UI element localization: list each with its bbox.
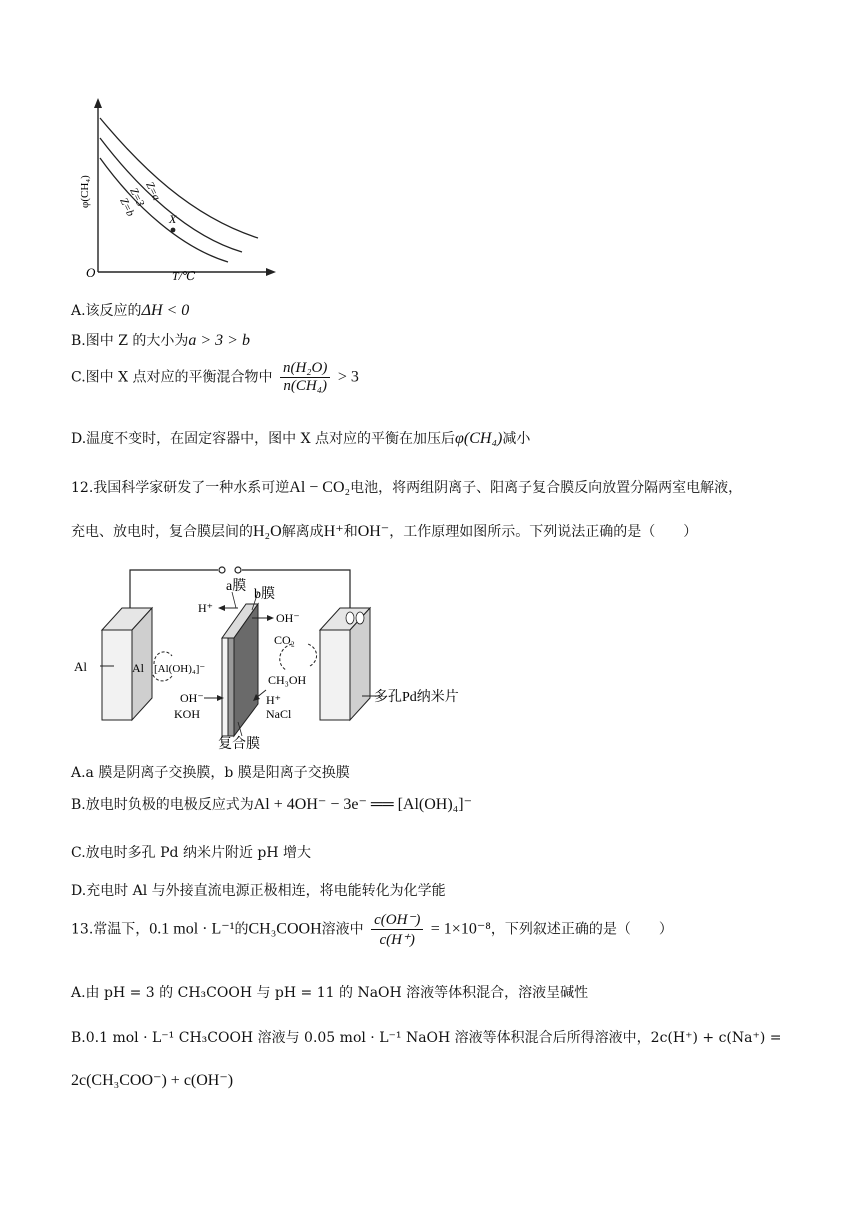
phi-ch4-temperature-graph [70, 96, 280, 286]
al-inner-label: Al [132, 661, 144, 675]
point-x-label: X [169, 212, 177, 226]
composite-membrane-label: 复合膜 [218, 737, 260, 752]
oh-minus-left-label: OH⁻ [180, 691, 204, 705]
q11-option-d: D.温度不变时，在固定容器中，图中 X 点对应的平衡在加压后φ(CH₄)减小 [71, 430, 531, 447]
h-plus-top-label: H⁺ [198, 601, 213, 615]
curve-label-z-b: Z=b [117, 196, 137, 219]
y-axis-label: φ(CH₄) [79, 175, 91, 208]
h-plus-right-label: H⁺ [266, 693, 281, 707]
q12-option-a: A.a 膜是阴离子交换膜，b 膜是阳离子交换膜 [71, 765, 350, 781]
q13-option-b-line1: B.0.1 mol · L⁻¹ CH₃COOH 溶液与 0.05 mol · L⁻¹ NaOH 溶液等体积混合后所得溶液中，2c(H⁺) + c(Na⁺) = [71, 1030, 782, 1046]
koh-label: KOH [174, 707, 200, 721]
q13-option-b-line2: 2c(CH₃COO⁻) + c(OH⁻) [71, 1072, 234, 1089]
nacl-label: NaCl [266, 707, 292, 721]
x-axis-label: T/℃ [172, 269, 196, 283]
al-co2-battery-diagram [70, 560, 490, 755]
co2-label: CO₂ [274, 633, 295, 647]
q11-option-c: C.图中 X 点对应的平衡混合物中 $\frac{\text{n(H₂O)}}{\text{n(CH₄)}}$ > 3 [71, 360, 359, 394]
b-membrane-label: b膜 [254, 587, 275, 602]
q12-stem-line1: 12.我国科学家研发了一种水系可逆Al − CO₂电池，将两组阴离子、阳离子复合膜反向放置分隔两室电解液， [71, 479, 743, 496]
a-membrane-label: a膜 [226, 579, 247, 594]
ch3oh-label: CH₃OH [268, 673, 307, 687]
aloh4-label: [Al(OH)₄]⁻ [154, 663, 206, 675]
pd-electrode-label: 多孔Pd纳米片 [374, 690, 459, 705]
ratio-fraction: $\frac{\text{n(H₂O)}}{\text{n(CH₄)}}$ [280, 360, 330, 395]
curve-label-z-a: Z=a [143, 180, 163, 203]
q13-option-a: A.由 pH = 3 的 CH₃COOH 与 pH = 11 的 NaOH 溶液等体积混合，溶液呈碱性 [71, 985, 589, 1001]
q12-option-d: D.充电时 Al 与外接直流电源正极相连，将电能转化为化学能 [71, 883, 446, 899]
al-electrode-label: Al [74, 659, 87, 674]
oh-h-ratio-fraction: $\frac{c(OH^-)}{c(H^+)}$ [371, 910, 423, 949]
q13-stem: 13.常温下，0.1 mol · L⁻¹的CH₃COOH溶液中 $\frac{c(OH^-)}{c(H^+)}$ = 1×10⁻⁸，下列叙述正确的是（ ） [71, 912, 673, 948]
oh-minus-top-label: OH⁻ [276, 611, 300, 625]
q12-option-b: B.放电时负极的电极反应式为Al + 4OH⁻ − 3e⁻ ══ [Al(OH)₄]⁻ [71, 796, 473, 813]
q12-stem-line2: 充电、放电时，复合膜层间的H₂O解离成H⁺和OH⁻，工作原理如图所示。下列说法正确的是（ ） [71, 523, 698, 540]
q12-option-c: C.放电时多孔 Pd 纳米片附近 pH 增大 [71, 845, 312, 861]
q11-option-a: A.该反应的ΔH < 0 [71, 302, 190, 319]
q11-option-b: B.图中 Z 的大小为a > 3 > b [71, 332, 250, 349]
axis-origin-label: O [86, 265, 96, 280]
curve-label-z-3: Z=3 [127, 186, 147, 209]
